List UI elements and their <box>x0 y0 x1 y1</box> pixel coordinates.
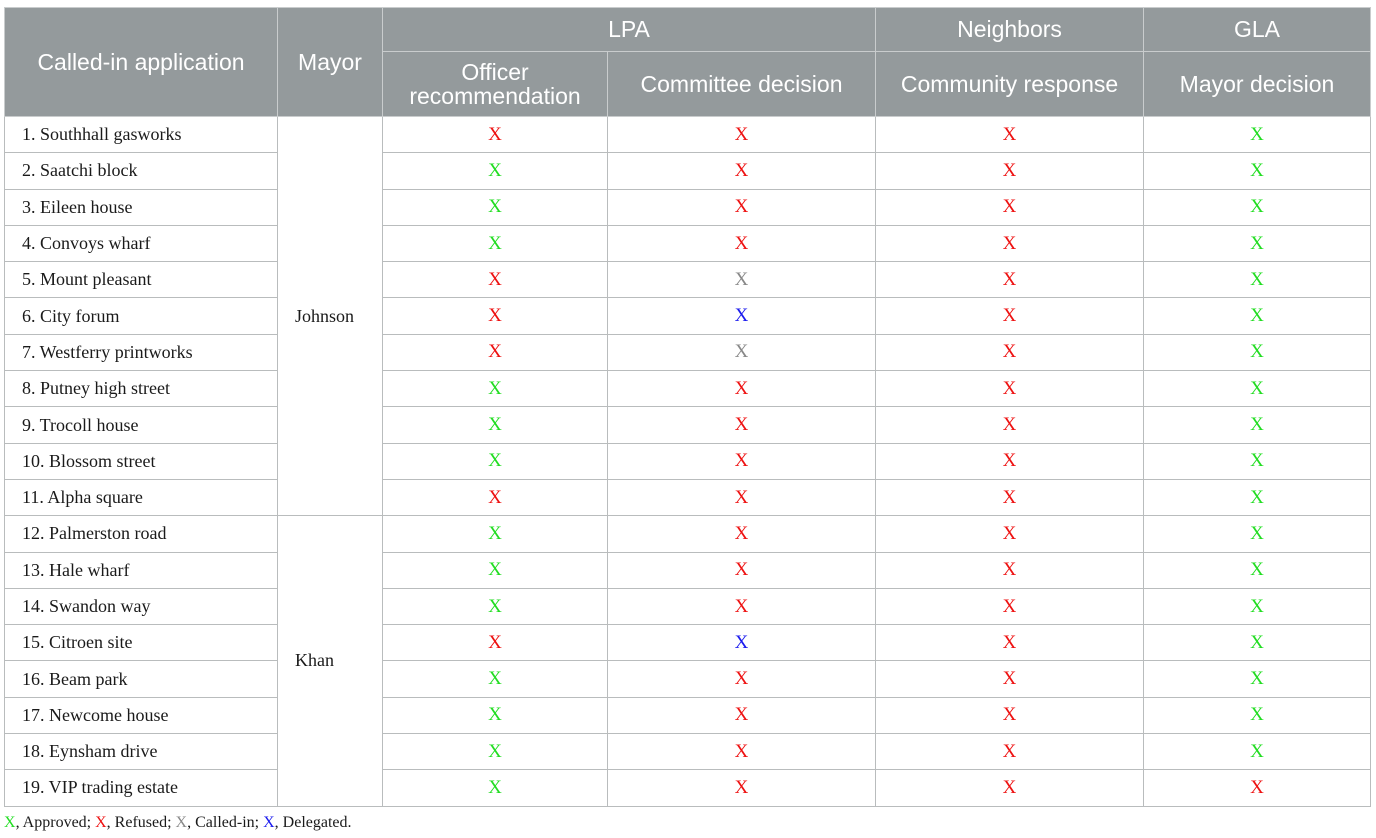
outcome-mark-approved: X <box>1250 414 1264 436</box>
mark-cell-mayor <box>1144 479 1371 515</box>
mark-cell-community <box>876 734 1144 770</box>
outcome-mark-refused: X <box>1002 776 1017 798</box>
mark-cell-officer <box>383 661 608 697</box>
outcome-mark-approved: X <box>1250 595 1264 617</box>
mark-cell-officer <box>383 588 608 624</box>
table-row <box>5 625 1371 661</box>
header-neighbors: Neighbors <box>876 8 1144 52</box>
outcome-mark-refused: X <box>1002 123 1017 145</box>
outcome-mark-refused: X <box>1002 377 1017 399</box>
table-row <box>5 770 1371 806</box>
mark-cell-community <box>876 697 1144 733</box>
outcome-mark-called-in: X <box>734 268 749 290</box>
application-name: 7. Westferry printworks <box>5 334 278 370</box>
header-mayor: Mayor <box>278 8 383 117</box>
outcome-mark-approved: X <box>488 159 502 181</box>
mark-cell-committee <box>608 334 876 370</box>
outcome-mark-refused: X <box>734 522 749 544</box>
outcome-mark-refused: X <box>1002 159 1017 181</box>
table-row <box>5 153 1371 189</box>
mark-cell-committee <box>608 661 876 697</box>
table-row <box>5 117 1371 153</box>
application-name: 15. Citroen site <box>5 625 278 661</box>
mark-cell-officer <box>383 117 608 153</box>
outcome-mark-refused: X <box>1002 559 1017 581</box>
outcome-mark-refused: X <box>1002 595 1017 617</box>
mark-cell-officer <box>383 770 608 806</box>
mark-cell-officer <box>383 734 608 770</box>
outcome-mark-refused: X <box>488 268 502 290</box>
mark-cell-community <box>876 262 1144 298</box>
outcome-mark-approved: X <box>1250 559 1264 581</box>
table-row <box>5 443 1371 479</box>
mark-cell-committee <box>608 552 876 588</box>
application-name: 16. Beam park <box>5 661 278 697</box>
table-row <box>5 298 1371 334</box>
header-lpa: LPA <box>383 8 876 52</box>
mark-cell-officer <box>383 298 608 334</box>
outcome-mark-refused: X <box>1002 414 1017 436</box>
mark-cell-officer <box>383 552 608 588</box>
outcome-mark-approved: X <box>1250 232 1264 254</box>
application-name: 19. VIP trading estate <box>5 770 278 806</box>
mark-cell-committee <box>608 371 876 407</box>
mark-cell-officer <box>383 225 608 261</box>
outcome-mark-approved: X <box>1250 631 1264 653</box>
mark-cell-community <box>876 625 1144 661</box>
outcome-mark-approved: X <box>488 776 502 798</box>
legend <box>4 814 352 832</box>
mayor-name: Khan <box>278 516 383 806</box>
header-community-response: Community response <box>876 52 1144 117</box>
application-name: 4. Convoys wharf <box>5 225 278 261</box>
application-name: 5. Mount pleasant <box>5 262 278 298</box>
outcome-mark-approved: X <box>488 668 502 690</box>
outcome-mark-delegated: X <box>734 305 749 327</box>
legend-approved-label: , Approved; <box>15 814 96 831</box>
outcome-mark-approved: X <box>1250 740 1264 762</box>
outcome-mark-refused: X <box>1002 305 1017 327</box>
mark-cell-officer <box>383 262 608 298</box>
mark-cell-committee <box>608 697 876 733</box>
header-application: Called-in application <box>5 8 278 117</box>
mark-cell-officer <box>383 371 608 407</box>
outcome-mark-approved: X <box>488 414 502 436</box>
outcome-mark-approved: X <box>488 559 502 581</box>
mark-cell-mayor <box>1144 734 1371 770</box>
mark-cell-community <box>876 443 1144 479</box>
table-row <box>5 588 1371 624</box>
application-name: 6. City forum <box>5 298 278 334</box>
mayor-name: Johnson <box>278 117 383 516</box>
decisions-table <box>4 7 1371 807</box>
application-name: 18. Eynsham drive <box>5 734 278 770</box>
mark-cell-committee <box>608 407 876 443</box>
outcome-mark-refused: X <box>734 668 749 690</box>
application-name: 3. Eileen house <box>5 189 278 225</box>
legend-called-in-label: , Called-in; <box>187 814 264 831</box>
mark-cell-mayor <box>1144 625 1371 661</box>
outcome-mark-refused: X <box>734 740 749 762</box>
application-name: 8. Putney high street <box>5 371 278 407</box>
mark-cell-committee <box>608 262 876 298</box>
outcome-mark-approved: X <box>1250 123 1264 145</box>
header-gla: GLA <box>1144 8 1371 52</box>
mark-cell-committee <box>608 189 876 225</box>
mark-cell-mayor <box>1144 770 1371 806</box>
outcome-mark-refused: X <box>1002 668 1017 690</box>
mark-cell-officer <box>383 334 608 370</box>
outcome-mark-approved: X <box>1250 305 1264 327</box>
mark-cell-mayor <box>1144 153 1371 189</box>
mark-cell-community <box>876 770 1144 806</box>
mark-cell-mayor <box>1144 443 1371 479</box>
mark-cell-community <box>876 516 1144 552</box>
mark-cell-officer <box>383 697 608 733</box>
legend-delegated-mark: X <box>263 814 275 831</box>
outcome-mark-approved: X <box>488 196 502 218</box>
outcome-mark-refused: X <box>1002 522 1017 544</box>
table-row <box>5 552 1371 588</box>
mark-cell-officer <box>383 407 608 443</box>
mark-cell-officer <box>383 625 608 661</box>
outcome-mark-refused: X <box>734 486 749 508</box>
outcome-mark-approved: X <box>1250 159 1264 181</box>
outcome-mark-refused: X <box>734 559 749 581</box>
mark-cell-officer <box>383 189 608 225</box>
outcome-mark-approved: X <box>488 450 502 472</box>
outcome-mark-refused: X <box>734 595 749 617</box>
outcome-mark-refused: X <box>734 123 749 145</box>
mark-cell-committee <box>608 153 876 189</box>
mark-cell-committee <box>608 225 876 261</box>
outcome-mark-approved: X <box>1250 486 1264 508</box>
application-name: 10. Blossom street <box>5 443 278 479</box>
mark-cell-community <box>876 334 1144 370</box>
mark-cell-committee <box>608 734 876 770</box>
outcome-mark-approved: X <box>1250 268 1264 290</box>
mark-cell-mayor <box>1144 371 1371 407</box>
application-name: 1. Southhall gasworks <box>5 117 278 153</box>
mark-cell-community <box>876 189 1144 225</box>
outcome-mark-refused: X <box>734 776 749 798</box>
header-officer-recommendation: Officer recommendation <box>383 52 608 117</box>
mark-cell-mayor <box>1144 407 1371 443</box>
mark-cell-mayor <box>1144 298 1371 334</box>
outcome-mark-refused: X <box>734 450 749 472</box>
outcome-mark-approved: X <box>488 740 502 762</box>
legend-delegated-label: , Delegated. <box>274 814 352 831</box>
outcome-mark-approved: X <box>1250 668 1264 690</box>
application-name: 13. Hale wharf <box>5 552 278 588</box>
table-row <box>5 697 1371 733</box>
outcome-mark-delegated: X <box>734 631 749 653</box>
outcome-mark-refused: X <box>734 704 749 726</box>
mark-cell-mayor <box>1144 552 1371 588</box>
mark-cell-committee <box>608 479 876 515</box>
header-mayor-decision: Mayor decision <box>1144 52 1371 117</box>
mark-cell-committee <box>608 625 876 661</box>
mark-cell-community <box>876 588 1144 624</box>
application-name: 11. Alpha square <box>5 479 278 515</box>
outcome-mark-refused: X <box>734 196 749 218</box>
outcome-mark-approved: X <box>1250 522 1264 544</box>
mark-cell-mayor <box>1144 588 1371 624</box>
table-row <box>5 225 1371 261</box>
outcome-mark-refused: X <box>1002 704 1017 726</box>
table-body <box>5 117 1371 807</box>
table-row <box>5 734 1371 770</box>
outcome-mark-refused: X <box>488 305 502 327</box>
table-row <box>5 661 1371 697</box>
mark-cell-committee <box>608 298 876 334</box>
outcome-mark-refused: X <box>734 159 749 181</box>
outcome-mark-approved: X <box>488 232 502 254</box>
mark-cell-committee <box>608 117 876 153</box>
mark-cell-community <box>876 371 1144 407</box>
outcome-mark-refused: X <box>488 631 502 653</box>
outcome-mark-approved: X <box>488 522 502 544</box>
outcome-mark-refused: X <box>1002 486 1017 508</box>
table-row <box>5 189 1371 225</box>
mark-cell-committee <box>608 443 876 479</box>
mark-cell-community <box>876 153 1144 189</box>
mark-cell-officer <box>383 153 608 189</box>
outcome-mark-refused: X <box>1002 268 1017 290</box>
mark-cell-mayor <box>1144 661 1371 697</box>
header-committee-decision: Committee decision <box>608 52 876 117</box>
application-name: 2. Saatchi block <box>5 153 278 189</box>
mark-cell-community <box>876 407 1144 443</box>
mark-cell-community <box>876 298 1144 334</box>
mark-cell-mayor <box>1144 189 1371 225</box>
outcome-mark-approved: X <box>1250 341 1264 363</box>
mark-cell-community <box>876 661 1144 697</box>
mark-cell-officer <box>383 516 608 552</box>
mark-cell-mayor <box>1144 117 1371 153</box>
mark-cell-community <box>876 225 1144 261</box>
mark-cell-officer <box>383 443 608 479</box>
outcome-mark-refused: X <box>488 341 502 363</box>
legend-called-in-mark: X <box>175 814 188 831</box>
mark-cell-officer <box>383 479 608 515</box>
outcome-mark-approved: X <box>1250 450 1264 472</box>
mark-cell-mayor <box>1144 225 1371 261</box>
mark-cell-committee <box>608 516 876 552</box>
outcome-mark-refused: X <box>1002 631 1017 653</box>
outcome-mark-approved: X <box>488 377 502 399</box>
outcome-mark-approved: X <box>488 704 502 726</box>
outcome-mark-refused: X <box>488 123 502 145</box>
outcome-mark-refused: X <box>1002 740 1017 762</box>
outcome-mark-refused: X <box>1002 232 1017 254</box>
outcome-mark-approved: X <box>1250 377 1264 399</box>
mark-cell-mayor <box>1144 697 1371 733</box>
outcome-mark-refused: X <box>1002 196 1017 218</box>
table-row <box>5 334 1371 370</box>
outcome-mark-refused: X <box>1002 341 1017 363</box>
mark-cell-community <box>876 552 1144 588</box>
table-row <box>5 371 1371 407</box>
table-row <box>5 262 1371 298</box>
outcome-mark-refused: X <box>734 414 749 436</box>
mark-cell-mayor <box>1144 334 1371 370</box>
outcome-mark-called-in: X <box>734 341 749 363</box>
application-name: 14. Swandon way <box>5 588 278 624</box>
mark-cell-community <box>876 117 1144 153</box>
table-row <box>5 407 1371 443</box>
table-row <box>5 516 1371 552</box>
mark-cell-mayor <box>1144 262 1371 298</box>
outcome-mark-approved: X <box>1250 704 1264 726</box>
legend-approved-mark: X <box>4 814 16 831</box>
application-name: 12. Palmerston road <box>5 516 278 552</box>
table-row <box>5 479 1371 515</box>
outcome-mark-refused: X <box>1250 776 1264 798</box>
outcome-mark-approved: X <box>1250 196 1264 218</box>
legend-refused-label: , Refused; <box>106 814 176 831</box>
outcome-mark-refused: X <box>488 486 502 508</box>
mark-cell-committee <box>608 588 876 624</box>
outcome-mark-refused: X <box>734 232 749 254</box>
mark-cell-committee <box>608 770 876 806</box>
outcome-mark-approved: X <box>488 595 502 617</box>
legend-refused-mark: X <box>95 814 107 831</box>
outcome-mark-refused: X <box>734 377 749 399</box>
application-name: 17. Newcome house <box>5 697 278 733</box>
outcome-mark-refused: X <box>1002 450 1017 472</box>
application-name: 9. Trocoll house <box>5 407 278 443</box>
mark-cell-mayor <box>1144 516 1371 552</box>
mark-cell-community <box>876 479 1144 515</box>
